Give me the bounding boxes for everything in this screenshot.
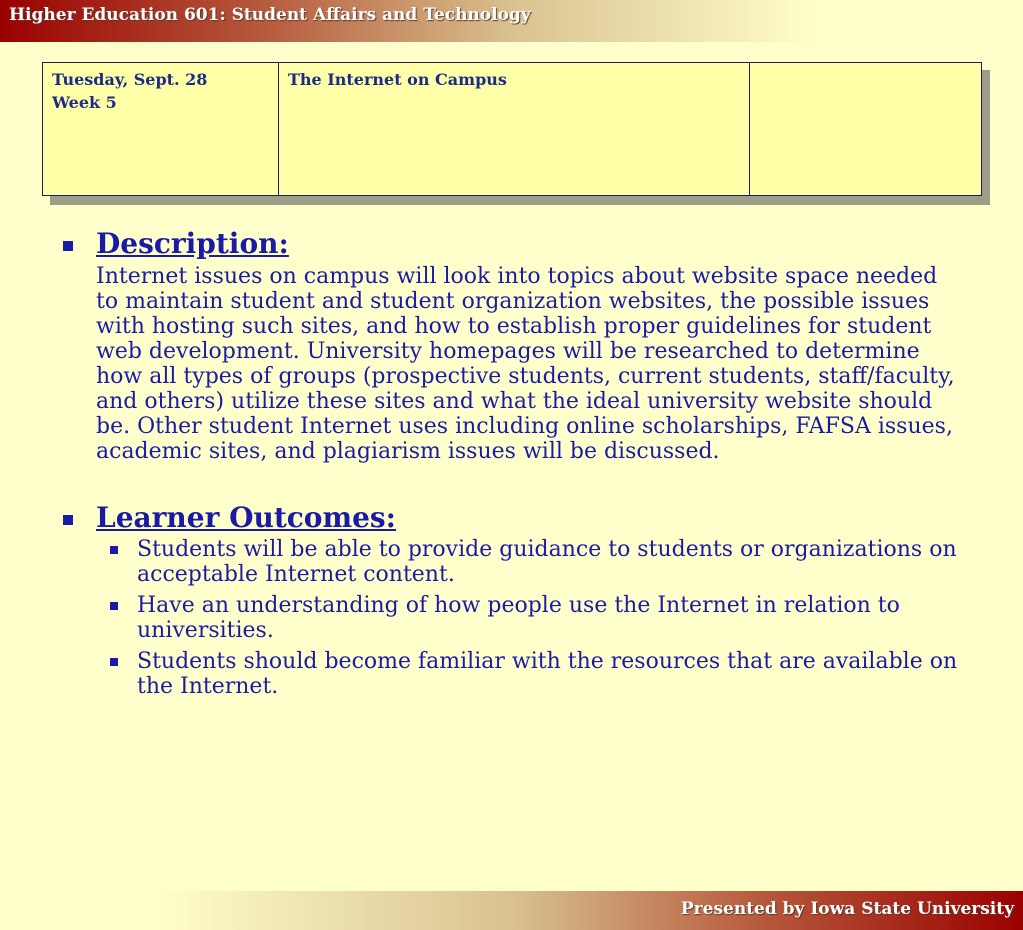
outcomes-section (60, 500, 960, 699)
footer-banner (0, 891, 1023, 930)
outcomes-heading: Learner Outcomes: (96, 501, 397, 534)
schedule-week: Week 5 (52, 93, 117, 112)
small-square-bullet-icon (110, 602, 118, 610)
outcomes-list (96, 537, 960, 699)
description-heading: Description: (96, 227, 289, 260)
outcome-item (96, 593, 960, 643)
schedule-topic-cell (279, 63, 750, 196)
schedule-date-cell (43, 63, 279, 196)
schedule-row (43, 63, 982, 196)
header-banner (0, 0, 1023, 42)
description-text: Internet issues on campus will look into topics about website space needed to maintain student and student organization websites, the possible issues with hosting such sites, and how to establish proper guidelines for student web development. University homepages will be researched to determine how all types of groups (prospective students, current students, staff/faculty, and others) utilize these sites and what the ideal university website should be. Other student Internet uses including online scholarships, FAFSA issues, academic sites, and plagiarism issues will be discussed. (96, 264, 955, 464)
schedule-date: Tuesday, Sept. 28 (52, 70, 208, 89)
outcome-item (96, 537, 960, 587)
outcome-item (96, 649, 960, 699)
small-square-bullet-icon (110, 546, 118, 554)
course-title: Higher Education 601: Student Affairs and Technology (9, 5, 531, 25)
description-section (60, 226, 960, 464)
outcome-text: Have an understanding of how people use the Internet in relation to universities. (137, 593, 900, 643)
small-square-bullet-icon (110, 658, 118, 666)
outcome-text: Students will be able to provide guidance to students or organizations on acceptable Internet content. (137, 537, 957, 587)
schedule-table (42, 62, 982, 196)
outcome-text: Students should become familiar with the resources that are available on the Internet. (137, 649, 958, 699)
square-bullet-icon (63, 515, 73, 525)
square-bullet-icon (63, 241, 73, 251)
schedule-notes-cell (750, 63, 982, 196)
schedule-topic: The Internet on Campus (288, 70, 507, 89)
footer-text: Presented by Iowa State University (680, 899, 1014, 919)
slide-content (60, 226, 960, 705)
